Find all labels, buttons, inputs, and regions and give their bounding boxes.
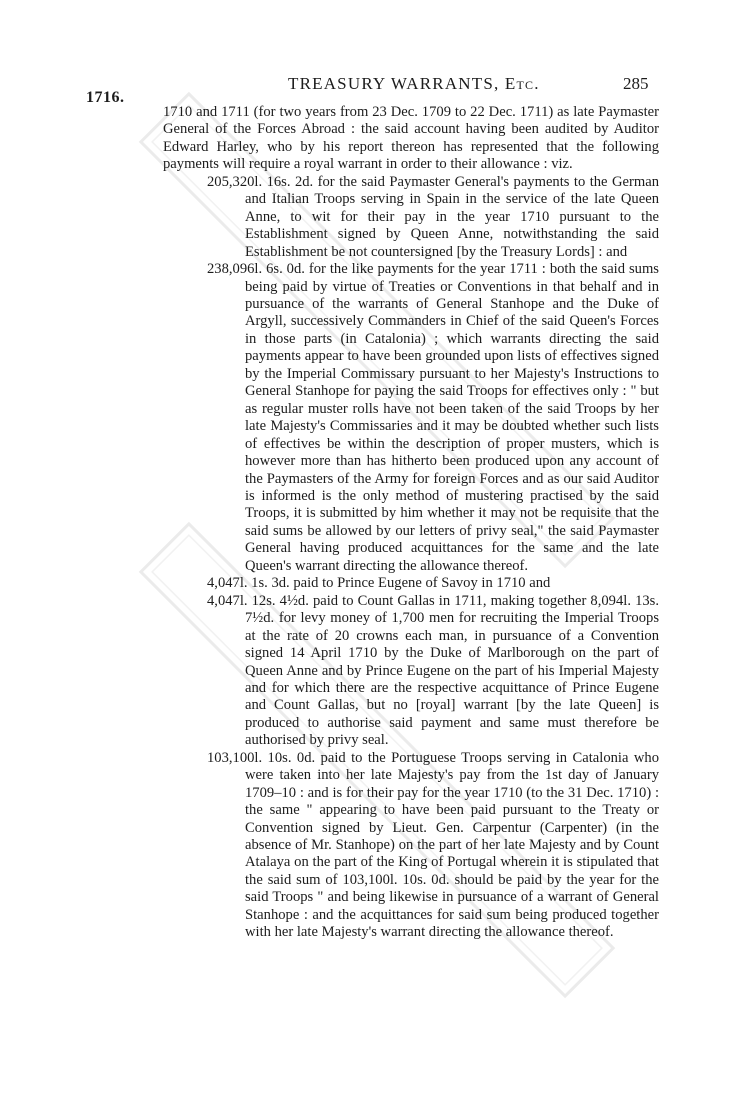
margin-year: 1716. (86, 89, 125, 106)
document-body (163, 104, 659, 942)
payment-entry-german-italian-1710: 205,320l. 16s. 2d. for the said Paymaster General's payments to the German and Italian Troops serving in Spain in the service of the late Queen Anne, to wit for their pay in the year 1710 pursuant to the Establishment signed by Queen Anne, notwithstanding the said Establishment be not countersigned [by the Treasury Lords] : and (207, 173, 659, 260)
payment-entry-count-gallas: 4,047l. 12s. 4½d. paid to Count Gallas in 1711, making together 8,094l. 13s. 7½d. for levy money of 1,700 men for recruiting the Imperial Troops at the rate of 20 crowns each man, in pursuance of a Convention signed 14 April 1710 by the Duke of Marlborough on the part of Queen Anne and by Prince Eugene on the part of his Imperial Majesty and for which there are the respective acquittance of Prince Eugene and Count Gallas, but no [royal] warrant [by the late Queen] is produced to authorise said payment and same must therefore be authorised by privy seal. (207, 592, 659, 749)
intro-paragraph: 1710 and 1711 (for two years from 23 Dec. 1709 to 22 Dec. 1711) as late Paymaster General of the Forces Abroad : the said account having been audited by Auditor Edward Harley, who by his report thereon has represented that the following payments will require a royal warrant in order to their allowance : viz. (163, 104, 659, 173)
payment-entry-prince-eugene: 4,047l. 1s. 3d. paid to Prince Eugene of Savoy in 1710 and (207, 575, 551, 592)
payment-entry-portuguese-troops: 103,100l. 10s. 0d. paid to the Portuguese Troops serving in Catalonia who were taken into her late Majesty's pay from the 1st day of January 1709–10 : and is for their pay for the year 1710 (to the 31 Dec. 1710) : the same " appearing to have been paid pursuant to the Treaty or Convention signed by Lieut. Gen. Carpentur (Carpenter) (in the absence of Mr. Stanhope) on the part of her late Majesty and by Count Atalaya on the part of the King of Portugal wherein it is stipulated that the said sum of 103,100l. 10s. 0d. should be paid by the year for the said Troops " and being likewise in pursuance of a warrant of General Stanhope : and the acquittances for said sum being produced together with her late Majesty's warrant directing the allowance thereof. (207, 749, 659, 941)
page-number: 285 (623, 74, 649, 93)
running-head-title: TREASURY WARRANTS, Etc. (288, 74, 540, 93)
payment-entry-1711: 238,096l. 6s. 0d. for the like payments for the year 1711 : both the said sums being paid by virtue of Treaties or Conventions in that behalf and in pursuance of the warrants of General Stanhope and the Duke of Argyll, successively Commanders in Chief of the said Queen's Forces in those parts (in Catalonia) ; which warrants directing the said payments appear to have been grounded upon lists of effectives signed by the Imperial Commissary pursuant to her Majesty's Instructions to General Stanhope for paying the said Troops for effectives only : " but as regular muster rolls have not been taken of the said Troops by her late Majesty's Commissaries and it may be doubted whether such lists of effectives be within the description of proper musters, which is however more than has hitherto been produced upon any account of the Paymasters of the Army for foreign Forces and as our said Auditor is informed is the only method of mustering practised by the said Troops, it is submitted by him whether it may not be requisite that the said sums be allowed by our letters of privy seal," the said Paymaster General having produced acquittances for the same and the late Queen's warrant directing the allowance thereof. (207, 261, 659, 574)
